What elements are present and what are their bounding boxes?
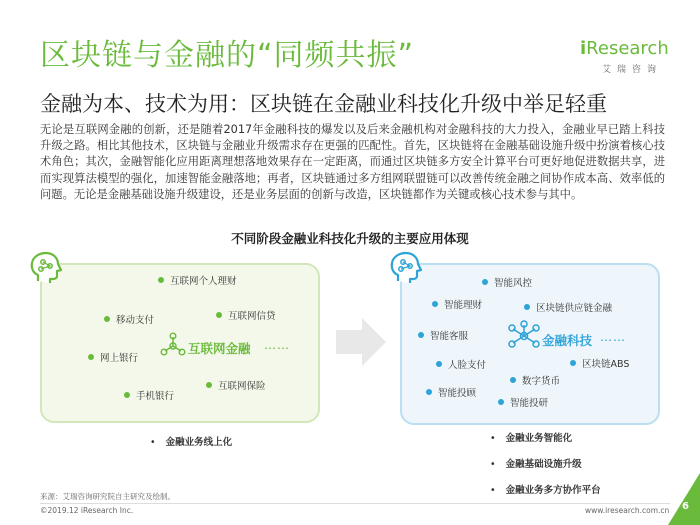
list-item: 区块链ABS [570, 356, 629, 370]
bullet-dot [426, 389, 432, 395]
list-item: 人脸支付 [436, 357, 486, 371]
center-label: 金融科技 [542, 333, 593, 348]
page-number: 6 [682, 501, 689, 512]
list-item: • 金融业务多方协作平台 [490, 482, 601, 496]
bullet-dot [88, 354, 94, 360]
logo-brand: iResearch [580, 38, 669, 59]
list-item: 区块链供应链金融 [524, 300, 612, 314]
ellipsis: …… [600, 330, 626, 344]
bullet-dot [216, 312, 222, 318]
list-item: • 金融业务智能化 [490, 430, 601, 444]
brain-head-icon [26, 249, 66, 289]
list-item: 智能风控 [482, 275, 532, 289]
arrow-right-icon [336, 318, 386, 366]
list-item: • 金融基础设施升级 [490, 456, 601, 470]
ellipsis: …… [264, 338, 290, 352]
bullet-dot [104, 316, 110, 322]
left-bullet-list [150, 434, 232, 460]
iresearch-logo [580, 36, 680, 84]
bullet-dot [498, 399, 504, 405]
center-label: 互联网金融 [188, 341, 251, 356]
network-nodes-icon [506, 319, 542, 353]
body-paragraph: 无论是互联网金融的创新，还是随着2017年金融科技的爆发以及后来金融机构对金融科技的大力投入，金融业早已踏上科技升级之路。相比其他技术，区块链与金融业升级需求存在更强的匹配性。首先，区块链将在金融基础设施升级中扮演着核心技术角色；其次，金融智能化应用距离理想落地效果存在一定距离，而通过区块链多方安全计算平台可更好地促进数据共享，进而实现算法模型的强化，加速智能金融落地；再者，区块链通过多方组网联盟链可以改善传统金融之间协作成本高、效率低的问题。无论是金融基础设施升级建设，还是业务层面的创新与改造，区块链都作为关键或核心技术参与其中。 [40, 123, 665, 201]
bullet-dot [418, 332, 424, 338]
corner-triangle [668, 473, 700, 525]
list-item: 智能投顾 [426, 385, 476, 399]
footer-divider [40, 503, 670, 504]
list-item: 互联网个人理财 [158, 273, 237, 287]
bullet-dot [158, 277, 164, 283]
logo-subtitle: 艾瑞咨询 [602, 65, 663, 75]
list-item: 智能投研 [498, 395, 548, 409]
bullet-dot [482, 279, 488, 285]
page-subtitle: 金融为本、技术为用：区块链在金融业科技化升级中举足轻重 [40, 92, 607, 116]
right-bullet-list [490, 430, 601, 508]
website-link[interactable]: www.iresearch.com.cn [585, 506, 670, 515]
list-item: 手机银行 [124, 388, 174, 402]
network-nodes-icon [159, 332, 187, 360]
section-title: 不同阶段金融业科技化升级的主要应用体现 [231, 231, 469, 246]
bullet-dot [436, 361, 442, 367]
bullet-dot [510, 377, 516, 383]
list-item: 网上银行 [88, 350, 138, 364]
list-item: 智能理财 [432, 297, 482, 311]
bullet-dot [432, 301, 438, 307]
list-item: 智能客服 [418, 328, 468, 342]
fintech-panel [400, 263, 660, 425]
bullet-dot [524, 304, 530, 310]
bullet-dot [206, 382, 212, 388]
internet-finance-panel [40, 263, 320, 423]
list-item: 移动支付 [104, 312, 154, 326]
source-note: 来源：艾瑞咨询研究院自主研究及绘制。 [40, 492, 175, 501]
list-item: • 金融业务线上化 [150, 434, 232, 448]
bullet-dot [570, 360, 576, 366]
page-title: 区块链与金融的“同频共振” [40, 38, 415, 73]
brain-head-icon [386, 249, 426, 289]
list-item: 互联网信贷 [216, 308, 276, 322]
list-item: 互联网保险 [206, 378, 266, 392]
bullet-dot [124, 392, 130, 398]
copyright: ©2019.12 iResearch Inc. [40, 506, 134, 515]
list-item: 数字货币 [510, 373, 560, 387]
